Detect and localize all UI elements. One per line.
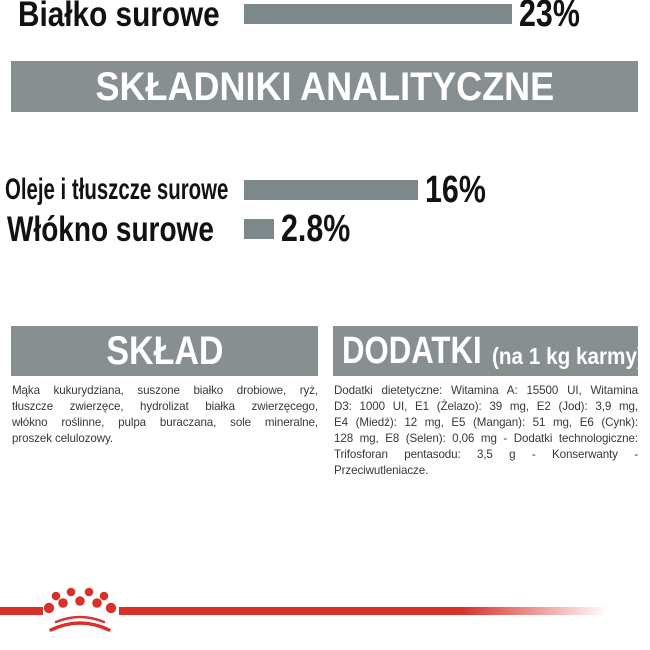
body-text-line: tłuszcze zwierzęce, hydrolizat białka zwierzęcego,	[12, 400, 318, 413]
body-text-line: Mąka kukurydziana, suszone białko drobiowe, ryż,	[12, 384, 318, 397]
body-text-line: Dodatki dietetyczne: Witamina A: 15500 UI, Witamina	[334, 384, 638, 397]
composition-title: SKŁAD	[105, 329, 224, 373]
composition-body	[12, 383, 318, 447]
composition-header	[11, 326, 318, 376]
royal-canin-crown-logo	[42, 584, 118, 636]
body-text-line: Przeciwutleniacze.	[334, 464, 429, 477]
body-text-line: włókno roślinne, pulpa buraczana, sole mineralne,	[12, 416, 318, 429]
additives-header	[333, 326, 645, 376]
chart-category-label: Oleje i tłuszcze surowe	[5, 173, 229, 206]
page-title: SKŁADNIKI ANALITYCZNE	[95, 64, 554, 109]
chart-row-fibre	[0, 208, 650, 250]
bar-fat	[244, 180, 418, 200]
bar-value-label: 23%	[519, 0, 580, 35]
bar-protein	[244, 4, 512, 24]
chart-category-label: Włókno surowe	[7, 209, 214, 249]
bar-value-label: 16%	[425, 169, 486, 211]
chart-row-protein	[0, 0, 650, 35]
body-text-line: D3: 1000 UI, E1 (Żelazo): 39 mg, E2 (Jod): 3,9 mg,	[334, 400, 638, 413]
additives-body	[334, 383, 638, 479]
body-text-line: E4 (Miedź): 12 mg, E5 (Mangan): 51 mg, E6 (Cynk):	[334, 416, 638, 429]
chart-row-fat	[0, 169, 650, 211]
chart-category-label: Białko surowe	[18, 0, 220, 34]
red-rule-left	[0, 607, 43, 615]
additives-title: DODATKI	[342, 330, 482, 372]
red-rule-right	[119, 607, 608, 615]
bar-value-label: 2.8%	[281, 208, 351, 250]
additives-title-suffix: (na 1 kg karmy)	[492, 343, 645, 369]
body-text-line: proszek celulozowy.	[12, 432, 113, 445]
analytical-components-header	[11, 61, 638, 112]
bar-fibre	[244, 219, 274, 239]
body-text-line: Trifosforan pentasodu: 3,5 g - Konserwanty -	[334, 448, 638, 461]
body-text-line: 128 mg, E8 (Selen): 0,06 mg - Dodatki technologiczne:	[334, 432, 638, 445]
